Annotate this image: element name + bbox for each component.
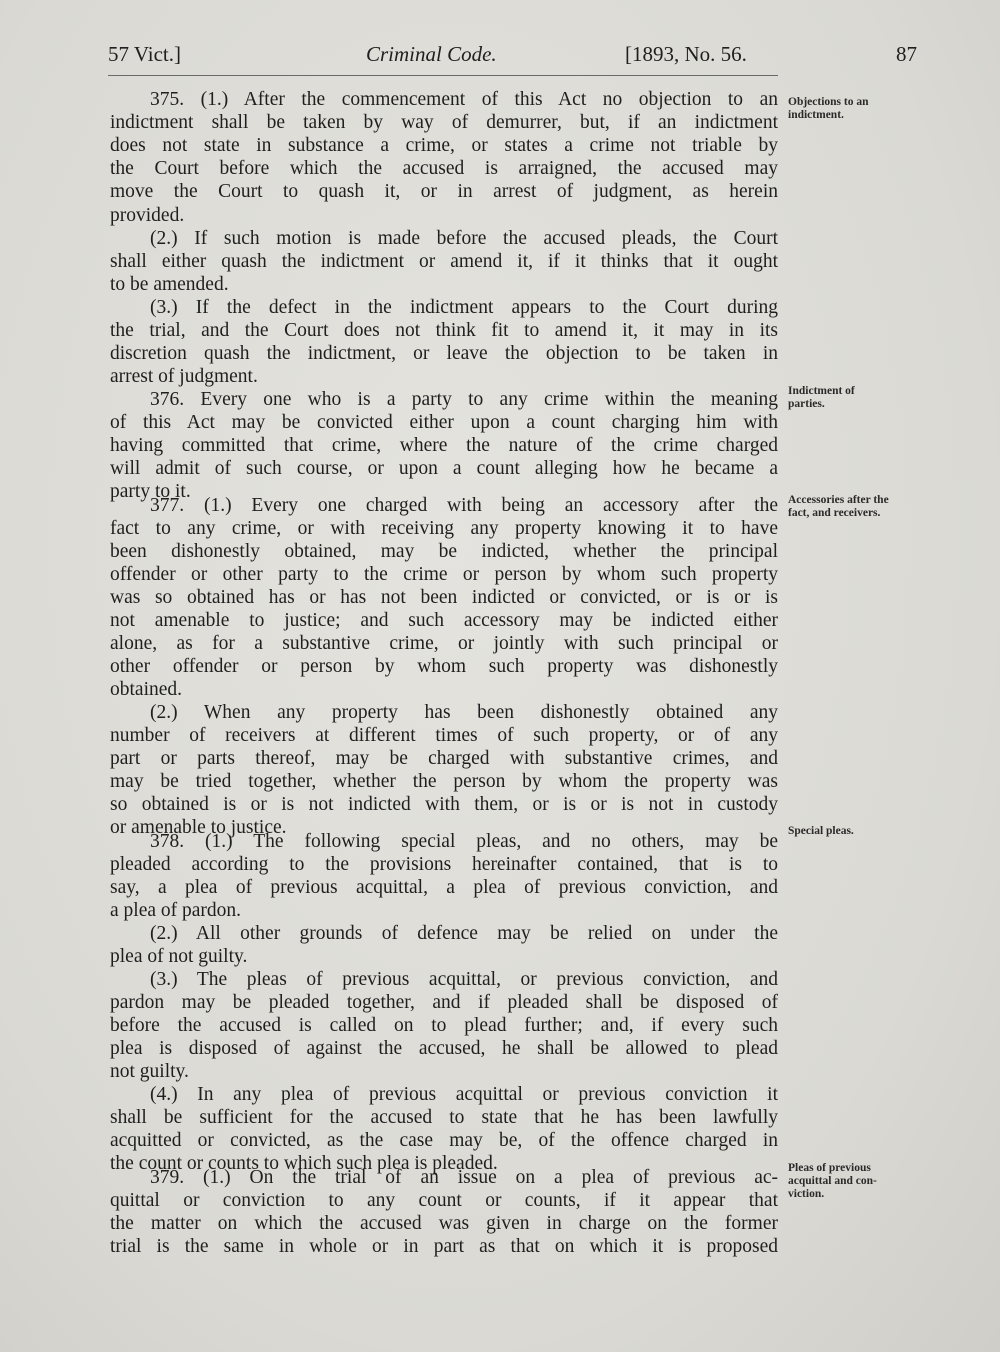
text-line: shall either quash the indictment or amend it, if it thinks that it ought xyxy=(110,251,778,272)
text-line: not amenable to justice; and such accessory may be indicted either xyxy=(110,610,778,631)
text-line: the Court before which the accused is arraigned, the accused may xyxy=(110,158,778,179)
text-line: alone, as for a substantive crime, or jointly with such principal or xyxy=(110,633,778,654)
text-line: (2.) All other grounds of defence may be relied on under the xyxy=(150,923,778,944)
text-line: other offender or person by whom such property was dishonestly xyxy=(110,656,778,677)
text-line: the matter on which the accused was given in charge on the former xyxy=(110,1213,778,1234)
margin-note-line: Objections to an xyxy=(788,96,869,108)
text-line: provided. xyxy=(110,205,185,226)
text-line: (2.) If such motion is made before the accused pleads, the Court xyxy=(150,228,778,249)
margin-note-line: viction. xyxy=(788,1188,825,1200)
text-line: the trial, and the Court does not think fit to amend it, it may in its xyxy=(110,320,778,341)
header-rule xyxy=(108,75,778,76)
text-line: (2.) When any property has been dishonestly obtained any xyxy=(150,702,778,723)
text-line: arrest of judgment. xyxy=(110,366,258,387)
text-line: having committed that crime, where the nature of the crime charged xyxy=(110,435,778,456)
margin-note xyxy=(788,385,918,411)
text-line: offender or other party to the crime or person by whom such property xyxy=(110,564,778,585)
header-act-reference: [1893, No. 56. xyxy=(625,42,747,66)
text-line: 375. (1.) After the commencement of this Act no objection to an xyxy=(150,89,778,110)
text-line: will admit of such course, or upon a count alleging how he became a xyxy=(110,458,778,479)
text-line: (3.) If the defect in the indictment appears to the Court during xyxy=(150,297,778,318)
text-line: plea of not guilty. xyxy=(110,946,248,967)
text-line: does not state in substance a crime, or states a crime not triable by xyxy=(110,135,778,156)
text-line: (3.) The pleas of previous acquittal, or previous conviction, and xyxy=(150,969,778,990)
text-line: pleaded according to the provisions hereinafter contained, that is to xyxy=(110,854,778,875)
header-regnal-year: 57 Vict.] xyxy=(108,42,182,66)
text-line: not guilty. xyxy=(110,1061,189,1082)
text-line: move the Court to quash it, or in arrest of judgment, as herein xyxy=(110,181,778,202)
margin-note-line: Special pleas. xyxy=(788,825,854,837)
text-line: pardon may be pleaded together, and if pleaded shall be disposed of xyxy=(110,992,778,1013)
text-line: was so obtained has or has not been indicted or convicted, or is or is xyxy=(110,587,778,608)
page-number: 87 xyxy=(896,42,917,66)
text-line: 377. (1.) Every one charged with being an accessory after the xyxy=(150,495,778,516)
text-line: 379. (1.) On the trial of an issue on a plea of previous ac- xyxy=(150,1167,778,1188)
margin-note xyxy=(788,96,918,122)
margin-note-line: Accessories after the xyxy=(788,494,889,506)
text-line: plea is disposed of against the accused, he shall be allowed to plead xyxy=(110,1038,778,1059)
text-line: indictment shall be taken by way of demurrer, but, if an indictment xyxy=(110,112,778,133)
text-line: shall be sufficient for the accused to state that he has been lawfully xyxy=(110,1107,778,1128)
text-line: obtained. xyxy=(110,679,183,700)
text-line: the count or counts to which such plea is pleaded. xyxy=(110,1153,498,1174)
text-line: may be tried together, whether the person by whom the property was xyxy=(110,771,778,792)
header-title: Criminal Code. xyxy=(366,42,497,66)
text-line: say, a plea of previous acquittal, a plea of previous conviction, and xyxy=(110,877,778,898)
margin-note-line: Pleas of previous xyxy=(788,1162,871,1174)
margin-note-line: acquittal and con- xyxy=(788,1175,877,1187)
text-line: party to it. xyxy=(110,481,191,502)
text-line: discretion quash the indictment, or leave the objection to be taken in xyxy=(110,343,778,364)
margin-note xyxy=(788,825,918,838)
margin-note-line: indictment. xyxy=(788,109,844,121)
text-line: before the accused is called on to plead further; and, if every such xyxy=(110,1015,778,1036)
text-line: trial is the same in whole or in part as that on which it is proposed xyxy=(110,1236,778,1257)
text-line: quittal or conviction to any count or counts, if it appear that xyxy=(110,1190,778,1211)
text-line: part or parts thereof, may be charged with substantive crimes, and xyxy=(110,748,778,769)
margin-note xyxy=(788,1162,918,1201)
text-line: so obtained is or is not indicted with them, or is or is not in custody xyxy=(110,794,778,815)
margin-note-line: fact, and receivers. xyxy=(788,507,881,519)
text-line: acquitted or convicted, as the case may be, of the offence charged in xyxy=(110,1130,778,1151)
text-line: fact to any crime, or with receiving any property knowing it to have xyxy=(110,518,778,539)
margin-note-line: parties. xyxy=(788,398,825,410)
text-line: (4.) In any plea of previous acquittal or previous conviction it xyxy=(150,1084,778,1105)
text-line: 376. Every one who is a party to any crime within the meaning xyxy=(150,389,778,410)
text-line: to be amended. xyxy=(110,274,229,295)
running-header xyxy=(108,42,920,74)
text-line: or amenable to justice. xyxy=(110,817,287,838)
text-line: number of receivers at different times of such property, or of any xyxy=(110,725,778,746)
margin-note xyxy=(788,494,918,520)
text-line: been dishonestly obtained, may be indicted, whether the principal xyxy=(110,541,778,562)
margin-note-line: Indictment of xyxy=(788,385,855,397)
text-line: 378. (1.) The following special pleas, and no others, may be xyxy=(150,831,778,852)
text-line: a plea of pardon. xyxy=(110,900,242,921)
text-line: of this Act may be convicted either upon a count charging him with xyxy=(110,412,778,433)
